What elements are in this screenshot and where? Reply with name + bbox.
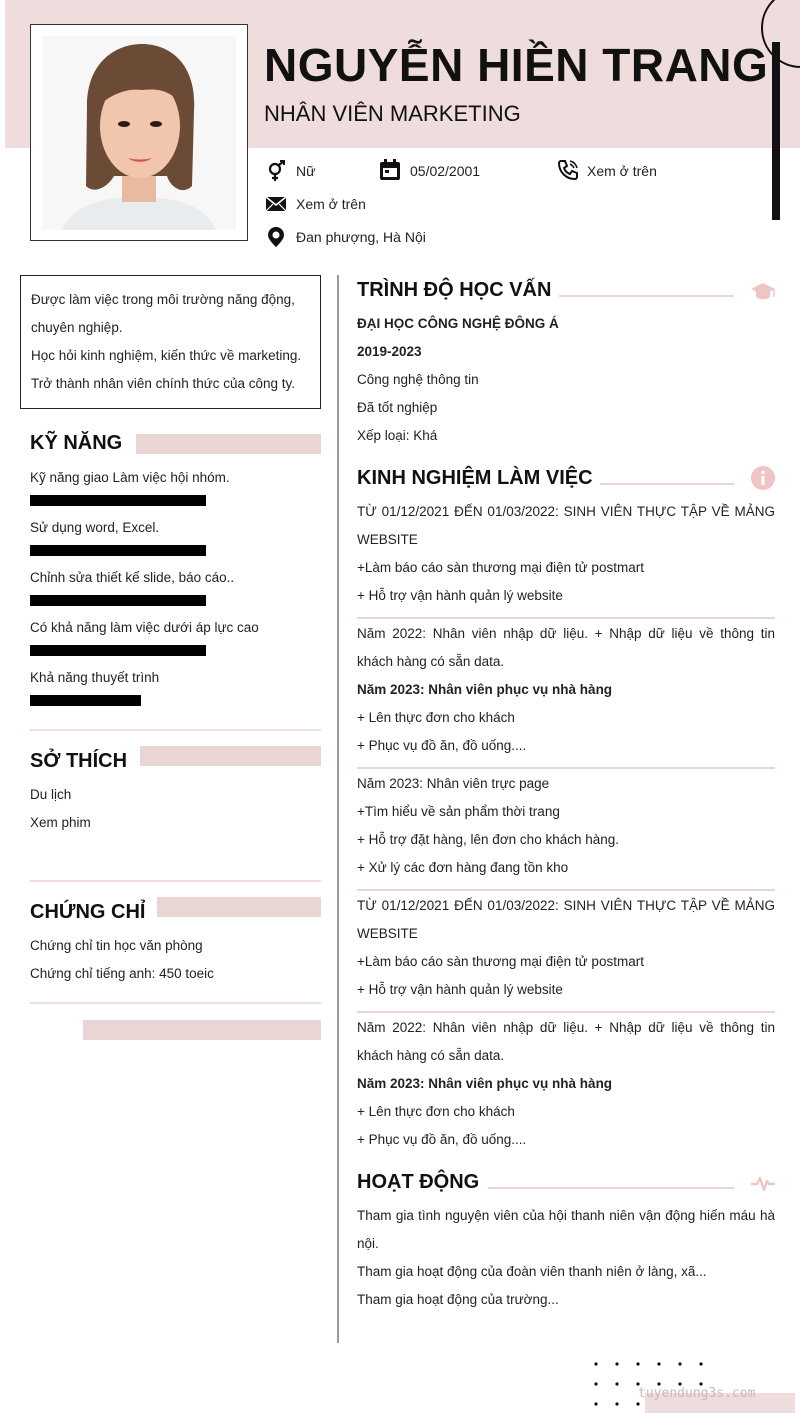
experience-title: KINH NGHIỆM LÀM VIỆC — [357, 467, 593, 489]
objective-line: Học hỏi kinh nghiệm, kiến thức về marketing. — [31, 348, 302, 363]
activity-pulse-icon — [750, 1170, 776, 1196]
experience-entry-line: + Lên thực đơn cho khách — [357, 1104, 515, 1119]
info-icon — [750, 465, 776, 491]
skill-level-bar — [30, 495, 206, 506]
experience-entry-line: +Làm báo cáo sàn thương mại điện tử postmart — [357, 954, 644, 969]
experience-entry-line: + Hỗ trợ vận hành quản lý website — [357, 982, 563, 997]
certificates-title: CHỨNG CHỈ — [30, 901, 146, 923]
graduation-cap-icon — [750, 278, 776, 304]
email-value: Xem ở trên — [296, 196, 366, 212]
certificate-item: Chứng chỉ tiếng anh: 450 toeic — [30, 966, 214, 981]
experience-entry-line: + Xử lý các đơn hàng đang tồn kho — [357, 860, 569, 875]
experience-entry-heading: Năm 2023: Nhân viên trực page — [357, 776, 550, 791]
skill-label: Kỹ năng giao Làm việc hội nhóm. — [30, 470, 230, 485]
divider — [30, 1002, 321, 1004]
experience-entry-line: + Phục vụ đồ ăn, đồ uống.... — [357, 738, 527, 753]
address-value: Đan phượng, Hà Nội — [296, 229, 426, 245]
objective-line: Được làm việc trong môi trường năng động, — [31, 292, 295, 307]
skills-title: KỸ NĂNG — [30, 432, 123, 454]
certificate-item: Chứng chỉ tin học văn phòng — [30, 938, 203, 953]
experience-entry-heading: TỪ 01/12/2021 ĐẾN 01/03/2022: SINH VIÊN THỰC TẬP VỀ MẢNG WEBSITE — [357, 504, 775, 547]
education-title: TRÌNH ĐỘ HỌC VẤN — [357, 279, 552, 301]
skill-label: Khả năng thuyết trình — [30, 670, 160, 685]
gender-value: Nữ — [296, 163, 316, 179]
experience-entry-line: + Lên thực đơn cho khách — [357, 710, 515, 725]
watermark: tuyendung3s.com — [638, 1386, 756, 1401]
education-major: Công nghệ thông tin — [357, 372, 479, 387]
skills-title-bar — [136, 434, 321, 454]
objective-line: chuyên nghiệp. — [31, 320, 123, 335]
education-years: 2019-2023 — [357, 344, 422, 359]
skill-level-bar — [30, 545, 206, 556]
experience-entry-subheading: Năm 2023: Nhân viên phục vụ nhà hàng — [357, 1076, 613, 1091]
skill-level-bar — [30, 595, 206, 606]
location-icon — [265, 226, 287, 248]
activity-item: Tham gia tình nguyện viên của hội thanh niên vận động hiến máu hà nội. — [357, 1208, 775, 1251]
experience-entry-line: + Hỗ trợ đặt hàng, lên đơn cho khách hàng. — [357, 832, 620, 847]
career-objective — [20, 275, 321, 409]
activity-item: Tham gia hoạt động của trường... — [357, 1292, 559, 1307]
experience-entry-heading: Năm 2022: Nhân viên nhập dữ liệu. + Nhập dữ liệu về thông tin khách hàng có sẵn data. — [357, 1020, 775, 1063]
education-rank: Xếp loại: Khá — [357, 428, 438, 443]
profile-photo — [42, 36, 236, 230]
entry-separator — [357, 617, 775, 619]
skill-label: Có khả năng làm việc dưới áp lực cao — [30, 620, 259, 635]
experience-entry-heading: TỪ 01/12/2021 ĐẾN 01/03/2022: SINH VIÊN THỰC TẬP VỀ MẢNG WEBSITE — [357, 898, 775, 941]
skill-label: Chỉnh sửa thiết kế slide, báo cáo.. — [30, 570, 235, 585]
divider — [30, 880, 321, 882]
gender-icon — [265, 160, 287, 182]
hobby-item: Du lịch — [30, 787, 72, 802]
candidate-name: NGUYỄN HIỀN TRANG — [264, 39, 769, 91]
objective-line: Trở thành nhân viên chính thức của công ty. — [31, 376, 296, 391]
entry-separator — [357, 767, 775, 769]
mail-icon — [265, 193, 287, 215]
experience-entry-line: + Phục vụ đồ ăn, đồ uống.... — [357, 1132, 527, 1147]
experience-title-line — [600, 483, 734, 485]
experience-entry-heading: Năm 2022: Nhân viên nhập dữ liệu. + Nhập dữ liệu về thông tin khách hàng có sẵn data. — [357, 626, 775, 669]
job-title: NHÂN VIÊN MARKETING — [264, 101, 521, 126]
education-school: ĐẠI HỌC CÔNG NGHỆ ĐÔNG Á — [357, 316, 559, 331]
empty-section-bar — [83, 1020, 321, 1040]
education-title-line — [559, 295, 734, 297]
experience-entry-subheading: Năm 2023: Nhân viên phục vụ nhà hàng — [357, 682, 613, 697]
education-status: Đã tốt nghiệp — [357, 400, 438, 415]
entry-separator — [357, 1011, 775, 1013]
activity-item: Tham gia hoạt động của đoàn viên thanh niên ở làng, xã... — [357, 1264, 707, 1279]
experience-entry-line: +Làm báo cáo sàn thương mại điện tử postmart — [357, 560, 644, 575]
hobbies-title-bar — [140, 746, 321, 766]
skill-level-bar — [30, 645, 206, 656]
divider — [30, 729, 321, 731]
skill-label: Sử dụng word, Excel. — [30, 520, 160, 535]
hobby-item: Xem phim — [30, 815, 91, 830]
column-divider — [337, 275, 339, 1343]
decorative-bar — [772, 42, 780, 220]
experience-entry-line: +Tìm hiểu về sản phẩm thời trang — [357, 804, 560, 819]
activities-title-line — [488, 1187, 734, 1189]
phone-value: Xem ở trên — [587, 163, 657, 179]
experience-entry-line: + Hỗ trợ vận hành quản lý website — [357, 588, 563, 603]
birthday-value: 05/02/2001 — [410, 163, 481, 179]
activities-title: HOẠT ĐỘNG — [357, 1171, 480, 1193]
phone-icon — [557, 159, 579, 181]
entry-separator — [357, 889, 775, 891]
hobbies-title: SỞ THÍCH — [30, 750, 128, 772]
calendar-icon — [379, 159, 401, 181]
skill-level-bar — [30, 695, 141, 706]
certificates-title-bar — [157, 897, 321, 917]
